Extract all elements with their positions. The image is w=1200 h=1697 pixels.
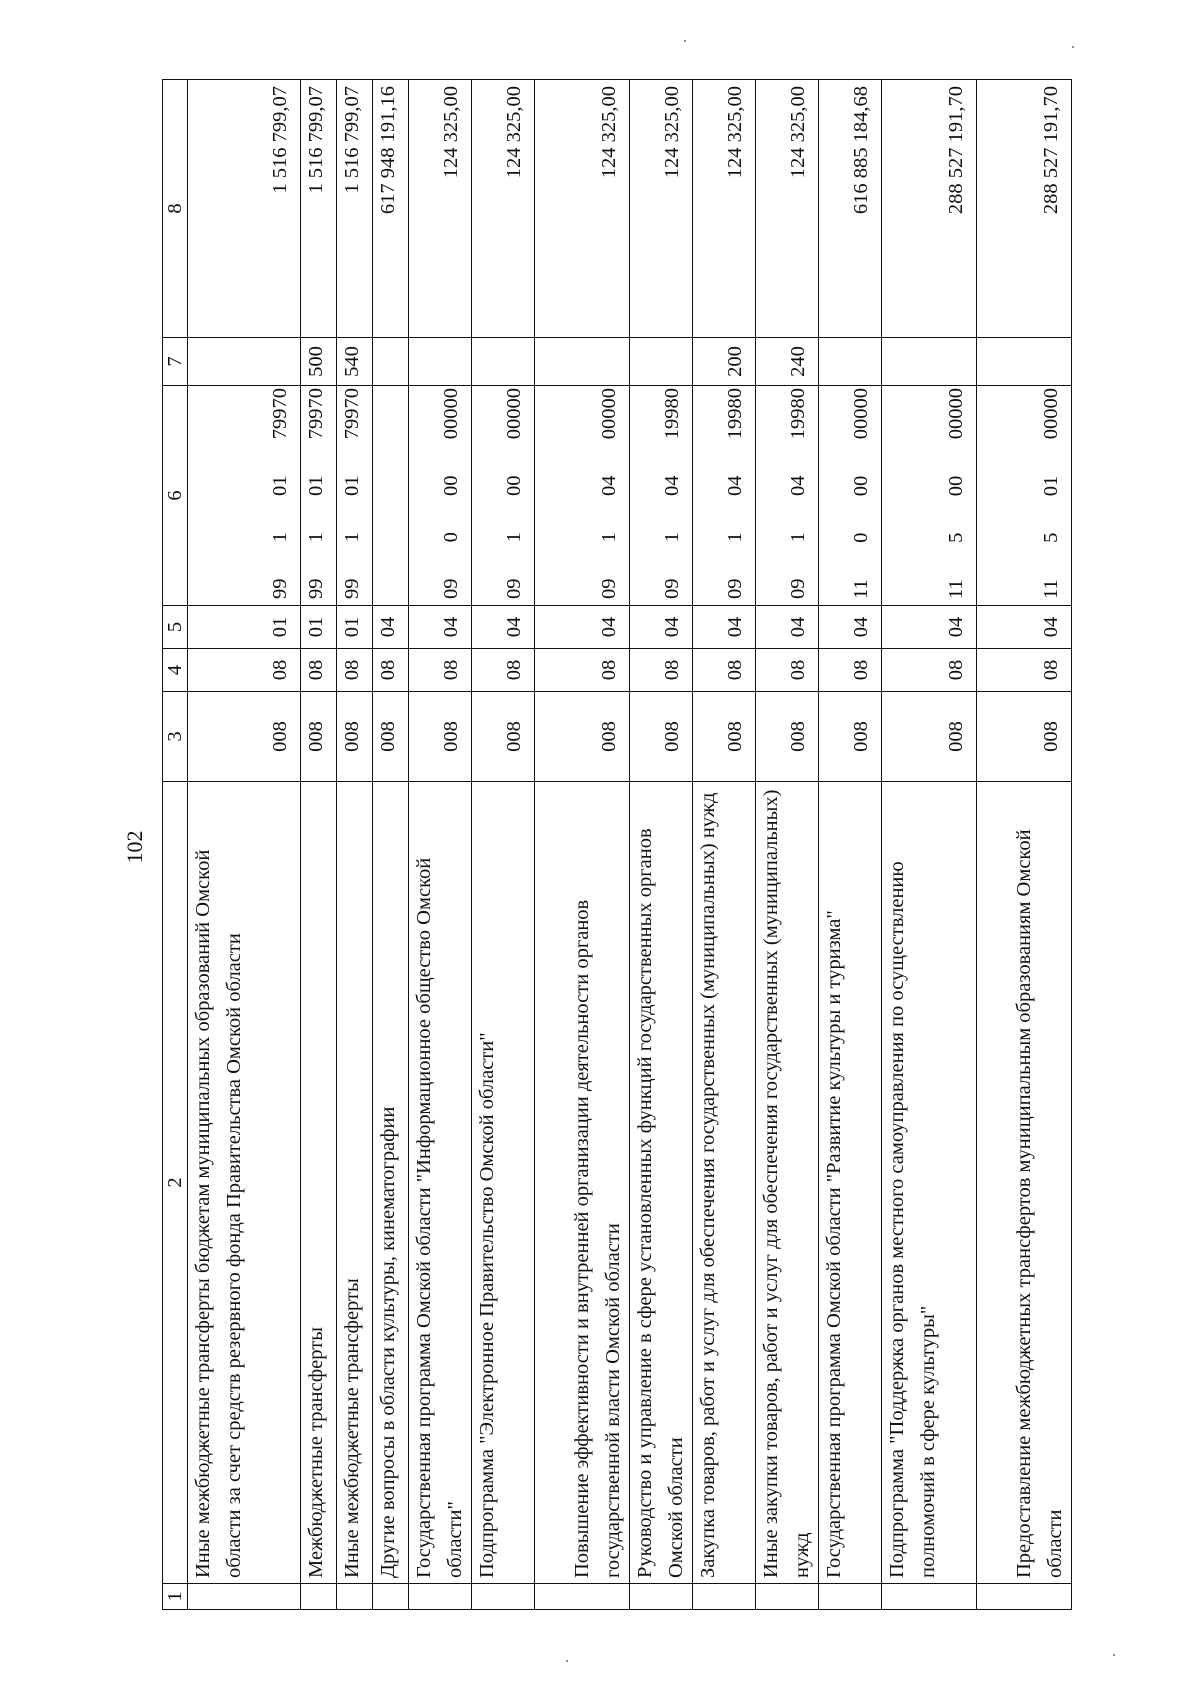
subsection-code: 04: [373, 606, 409, 649]
row-index-cell: [977, 1584, 1072, 1610]
row-index-cell: [882, 1584, 977, 1610]
target-article-part: 00000: [440, 388, 462, 440]
target-article-part: 1: [598, 532, 620, 543]
amount: 124 325,00: [693, 80, 756, 338]
section-code: 08: [337, 649, 373, 692]
target-article: [373, 386, 409, 606]
target-article-part: 00: [945, 475, 967, 497]
target-article-part: 00000: [945, 388, 967, 440]
row-index-cell: [301, 1584, 337, 1610]
target-article-part: 19980: [661, 388, 683, 440]
header-col-5: 5: [163, 606, 188, 649]
section-code: 08: [373, 649, 409, 692]
header-col-2: 2: [163, 782, 188, 1584]
target-article-part: 1: [724, 532, 746, 543]
target-article-part: 00: [503, 475, 525, 496]
amount: 616 885 184,68: [819, 80, 882, 338]
row-name: Предоставление межбюджетных трансфертов муниципальным образованиям Омской области: [977, 782, 1072, 1584]
expense-type: [472, 338, 535, 386]
target-article-part: 1: [787, 532, 809, 543]
subsection-code: 01: [188, 606, 301, 649]
target-article: [977, 386, 1072, 606]
budget-table: [162, 79, 1072, 1610]
target-article-part: 04: [598, 475, 620, 496]
row-name: Иные межбюджетные трансферты: [337, 782, 373, 1584]
expense-type: [535, 338, 630, 386]
target-article-part: 1: [269, 532, 291, 543]
table-row: [337, 80, 373, 1610]
target-article-part: 0: [850, 532, 872, 543]
target-article-part: 04: [661, 475, 683, 496]
row-index-cell: [188, 1584, 301, 1610]
row-name: Межбюджетные трансферты: [301, 782, 337, 1584]
target-article-part: 09: [787, 578, 809, 599]
target-article-part: 00000: [850, 388, 872, 440]
amount: 124 325,00: [756, 80, 819, 338]
amount: 617 948 191,16: [373, 80, 409, 338]
admin-code: 008: [535, 692, 630, 782]
amount: 124 325,00: [409, 80, 472, 338]
expense-type: 540: [337, 338, 373, 386]
target-article-part: 09: [440, 578, 462, 599]
target-article-part: 01: [269, 475, 291, 496]
row-name: Закупка товаров, работ и услуг для обеспечения государственных (муниципальных) нужд: [693, 782, 756, 1584]
amount: 1 516 799,07: [301, 80, 337, 338]
target-article-part: 01: [1040, 475, 1062, 497]
amount: 1 516 799,07: [337, 80, 373, 338]
row-index-cell: [819, 1584, 882, 1610]
header-col-1: 1: [163, 1584, 188, 1610]
header-col-6: 6: [163, 386, 188, 606]
target-article-part: 1: [305, 532, 327, 543]
expense-type: [819, 338, 882, 386]
target-article-part: 5: [1040, 532, 1062, 543]
row-index-cell: [373, 1584, 409, 1610]
target-article-part: 5: [945, 532, 967, 543]
header-col-3: 3: [163, 692, 188, 782]
target-article-part: 0: [440, 532, 462, 543]
row-name: Руководство и управление в сфере установленных функций государственных органов Омской области: [630, 782, 693, 1584]
target-article-part: 79970: [305, 388, 327, 440]
target-article: [535, 386, 630, 606]
admin-code: 008: [188, 692, 301, 782]
target-article-part: 79970: [269, 388, 291, 440]
table-row: [188, 80, 301, 1610]
header-col-7: 7: [163, 338, 188, 386]
target-article-part: 01: [305, 475, 327, 496]
target-article-part: 99: [341, 578, 363, 599]
row-index-cell: [409, 1584, 472, 1610]
table-row: [535, 80, 630, 1610]
expense-type: [409, 338, 472, 386]
section-code: 08: [819, 649, 882, 692]
section-code: 08: [535, 649, 630, 692]
subsection-code: 04: [409, 606, 472, 649]
section-code: 08: [693, 649, 756, 692]
row-index-cell: [472, 1584, 535, 1610]
expense-type: [977, 338, 1072, 386]
target-article-part: 1: [341, 532, 363, 543]
admin-code: 008: [819, 692, 882, 782]
table-row: [819, 80, 882, 1610]
expense-type: [373, 338, 409, 386]
table-row: [373, 80, 409, 1610]
target-article-part: 1: [661, 532, 683, 543]
target-article-part: 04: [787, 475, 809, 496]
expense-type: [882, 338, 977, 386]
admin-code: 008: [337, 692, 373, 782]
row-name: Иные межбюджетные трансферты бюджетам муниципальных образований Омской области за счет средств резервного фонда Правительства Омской области: [188, 782, 301, 1584]
target-article-part: 00: [440, 475, 462, 496]
amount: 1 516 799,07: [188, 80, 301, 338]
admin-code: 008: [977, 692, 1072, 782]
section-code: 08: [977, 649, 1072, 692]
target-article-part: 09: [661, 578, 683, 599]
amount: 288 527 191,70: [882, 80, 977, 338]
target-article: [409, 386, 472, 606]
scan-speck: [684, 40, 686, 42]
amount: 124 325,00: [535, 80, 630, 338]
subsection-code: 04: [977, 606, 1072, 649]
expense-type: [630, 338, 693, 386]
row-name: Подпрограмма "Электронное Правительство Омской области": [472, 782, 535, 1584]
target-article: [693, 386, 756, 606]
scan-speck: [1113, 1654, 1115, 1656]
target-article-part: 00000: [503, 388, 525, 440]
target-article-part: 11: [945, 579, 967, 599]
row-index-cell: [756, 1584, 819, 1610]
amount: 288 527 191,70: [977, 80, 1072, 338]
target-article-part: 11: [850, 579, 872, 599]
subsection-code: 01: [301, 606, 337, 649]
row-name: Подпрограмма "Поддержка органов местного самоуправления по осуществлению полномочий в сфере культуры": [882, 782, 977, 1584]
table-row: [301, 80, 337, 1610]
admin-code: 008: [693, 692, 756, 782]
row-name: Повышение эффективности и внутренней организации деятельности органов государственной власти Омской области: [535, 782, 630, 1584]
expense-type: 240: [756, 338, 819, 386]
target-article: [472, 386, 535, 606]
target-article-part: 1: [503, 532, 525, 543]
section-code: 08: [472, 649, 535, 692]
scan-speck: [566, 1660, 568, 1662]
page-number: 102: [122, 830, 147, 864]
admin-code: 008: [373, 692, 409, 782]
row-name: Государственная программа Омской области "Развитие культуры и туризма": [819, 782, 882, 1584]
admin-code: 008: [409, 692, 472, 782]
target-article-part: 79970: [341, 388, 363, 440]
row-index-cell: [535, 1584, 630, 1610]
target-article: [819, 386, 882, 606]
admin-code: 008: [756, 692, 819, 782]
subsection-code: 04: [819, 606, 882, 649]
section-code: 08: [301, 649, 337, 692]
target-article-part: 99: [269, 578, 291, 599]
subsection-code: 04: [535, 606, 630, 649]
admin-code: 008: [472, 692, 535, 782]
target-article-part: 04: [724, 475, 746, 496]
target-article: [882, 386, 977, 606]
subsection-code: 04: [630, 606, 693, 649]
row-name: Государственная программа Омской области "Информационное общество Омской области": [409, 782, 472, 1584]
table-row: [882, 80, 977, 1610]
table-row: [693, 80, 756, 1610]
row-name: Иные закупки товаров, работ и услуг для обеспечения государственных (муниципальных) нужд: [756, 782, 819, 1584]
table-row: [630, 80, 693, 1610]
target-article-part: 99: [305, 578, 327, 599]
section-code: 08: [188, 649, 301, 692]
subsection-code: 04: [756, 606, 819, 649]
section-code: 08: [882, 649, 977, 692]
table-row: [756, 80, 819, 1610]
target-article: [630, 386, 693, 606]
row-name: Другие вопросы в области культуры, кинематографии: [373, 782, 409, 1584]
header-row: [163, 80, 188, 1610]
row-index-cell: [630, 1584, 693, 1610]
rotated-table-container: [162, 80, 1066, 1610]
table-row: [977, 80, 1072, 1610]
target-article: [756, 386, 819, 606]
target-article-part: 09: [724, 578, 746, 599]
target-article-part: 01: [341, 475, 363, 496]
section-code: 08: [756, 649, 819, 692]
subsection-code: 04: [882, 606, 977, 649]
admin-code: 008: [630, 692, 693, 782]
target-article-part: 00: [850, 475, 872, 497]
target-article-part: 19980: [787, 388, 809, 440]
target-article-part: 09: [503, 578, 525, 599]
target-article-part: 00000: [598, 388, 620, 440]
target-article-part: 19980: [724, 388, 746, 440]
table-row: [409, 80, 472, 1610]
admin-code: 008: [301, 692, 337, 782]
subsection-code: 01: [337, 606, 373, 649]
amount: 124 325,00: [472, 80, 535, 338]
header-col-4: 4: [163, 649, 188, 692]
amount: 124 325,00: [630, 80, 693, 338]
target-article-part: 11: [1040, 579, 1062, 599]
target-article-part: 00000: [1040, 388, 1062, 440]
target-article: [301, 386, 337, 606]
scan-speck: [1072, 46, 1074, 48]
expense-type: 500: [301, 338, 337, 386]
expense-type: [188, 338, 301, 386]
target-article: [337, 386, 373, 606]
expense-type: 200: [693, 338, 756, 386]
target-article-part: 09: [598, 578, 620, 599]
target-article: [188, 386, 301, 606]
table-row: [472, 80, 535, 1610]
admin-code: 008: [882, 692, 977, 782]
row-index-cell: [337, 1584, 373, 1610]
header-col-8: 8: [163, 80, 188, 338]
subsection-code: 04: [693, 606, 756, 649]
section-code: 08: [630, 649, 693, 692]
section-code: 08: [409, 649, 472, 692]
subsection-code: 04: [472, 606, 535, 649]
row-index-cell: [693, 1584, 756, 1610]
